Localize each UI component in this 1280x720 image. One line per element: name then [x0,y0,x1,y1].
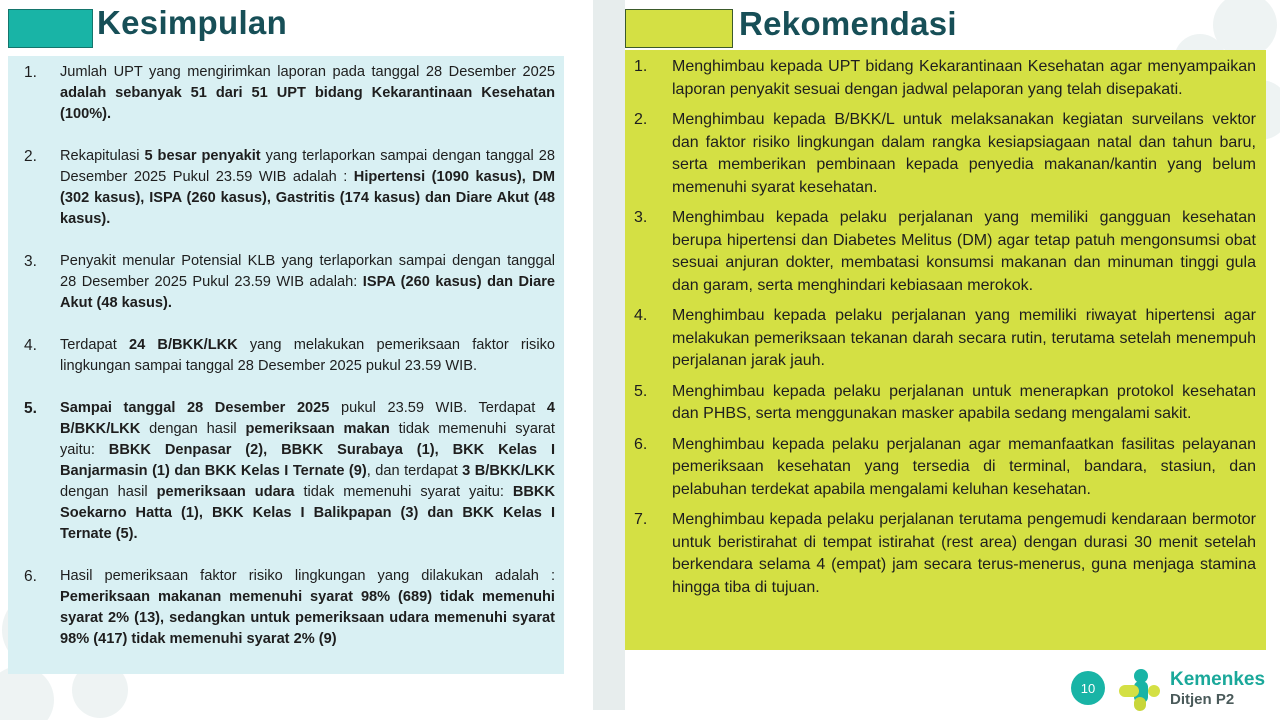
list-item: 1. Menghimbau kepada UPT bidang Kekarantinaan Kesehatan agar menyampaikan laporan penyakit sesuai dengan jadwal pelaporan yang telah disepakati. [634,58,1256,98]
kesimpulan-panel [8,56,564,674]
rekomendasi-title: Rekomendasi [739,5,957,42]
kemenkes-logo-icon [1116,667,1162,713]
item-number: 1. [634,58,648,75]
item-number: 3. [634,209,648,226]
list-item: 5. Menghimbau kepada pelaku perjalanan untuk menerapkan protokol kesehatan dan PHBS, serta menggunakan masker apabila sedang mengalami sakit. [634,382,1256,422]
logo-subtext: Ditjen P2 [1170,691,1235,708]
kesimpulan-title: Kesimpulan [97,4,288,41]
item-number: 6. [634,435,648,453]
rekomendasi-tab-marker [625,9,733,48]
item-number: 5. [634,382,648,400]
list-item: 6. Menghimbau kepada pelaku perjalanan agar memanfaatkan fasilitas pelayanan pemeriksaan kesehatan yang tersedia di terminal, bandara, stasiun, dan pelabuhan terdekat apabila mengalami keluhan kesehatan. [634,435,1256,498]
item-number: 7. [634,511,648,528]
list-item: 3. Penyakit menular Potensial KLB yang terlaporkan sampai dengan tanggal 28 Desember 2025 Pukul 23.59 WIB adalah: ISPA (260 kasus) dan Diare Akut (48 kasus). [24,253,555,311]
item-number: 4. [24,337,37,354]
rekomendasi-list [625,56,1266,607]
list-item: 6. Hasil pemeriksaan faktor risiko lingkungan yang dilakukan adalah : Pemeriksaan makanan memenuhi syarat 98% (689) tidak memenuhi syarat 2% (13), sedangkan untuk pemeriksaan udara memenuhi syarat 98% (417) tidak memenuhi syarat 2% (9) [24,568,555,647]
kemenkes-logo [1116,667,1276,713]
list-item: 5. Sampai tanggal 28 Desember 2025 pukul 23.59 WIB. Terdapat 4 B/BKK/LKK dengan hasil pemeriksaan makan tidak memenuhi syarat yaitu: BBKK Denpasar (2), BBKK Surabaya (1), BKK Kelas I Banjarmasin (1) dan BKK Kelas I Ternate (9), dan terdapat 3 B/BKK/LKK dengan hasil pemeriksaan udara tidak memenuhi syarat yaitu: BBKK Soekarno Hatta (1), BKK Kelas I Balikpapan (3) dan BKK Kelas I Ternate (5). [24,400,555,542]
list-item: 2. Menghimbau kepada B/BKK/L untuk melaksanakan kegiatan surveilans vektor dan faktor risiko lingkungan dalam rangka kesiapsiagaan natal dan tahun baru, serta memberikan pembinaan kepada penyedia makanan/kantin yang belum memenuhi syarat kesehatan. [634,111,1256,196]
item-number: 6. [24,568,37,585]
item-number: 1. [24,64,37,81]
item-number: 3. [24,253,37,270]
list-item: 3. Menghimbau kepada pelaku perjalanan yang memiliki gangguan kesehatan berupa hipertensi dan Diabetes Melitus (DM) agar tetap patuh mengonsumsi obat sesuai anjuran dokter, membatasi konsumsi makanan dan minuman tinggi gula dan garam, serta menghindari kebiasaan merokok. [634,209,1256,294]
item-number: 4. [634,307,648,324]
list-item: 1. Jumlah UPT yang mengirimkan laporan pada tanggal 28 Desember 2025 adalah sebanyak 51 dari 51 UPT bidang Kekarantinaan Kesehatan (100%). [24,64,555,122]
list-item: 7. Menghimbau kepada pelaku perjalanan terutama pengemudi kendaraan bermotor untuk beristirahat di tempat istirahat (rest area) dengan durasi 30 menit setelah berkendara selama 4 (empat) jam secara terus-menerus, guna menjaga stamina hingga tiba di tujuan. [634,511,1256,596]
kesimpulan-list [8,62,564,650]
list-item: 4. Terdapat 24 B/BKK/LKK yang melakukan pemeriksaan faktor risiko lingkungan sampai tanggal 28 Desember 2025 pukul 23.59 WIB. [24,337,555,374]
center-gutter [593,0,625,710]
item-number: 2. [24,148,37,165]
rekomendasi-panel [625,50,1266,650]
page-number-badge: 10 [1071,671,1105,705]
list-item: 4. Menghimbau kepada pelaku perjalanan yang memiliki riwayat hipertensi agar melakukan pemeriksaan tekanan darah secara rutin, terutama setelah menempuh perjalanan jarak jauh. [634,307,1256,369]
item-number: 2. [634,111,648,128]
list-item: 2. Rekapitulasi 5 besar penyakit yang terlaporkan sampai dengan tanggal 28 Desember 2025 Pukul 23.59 WIB adalah : Hipertensi (1090 kasus), DM (302 kasus), ISPA (260 kasus), Gastritis (174 kasus) dan Diare Akut (48 kasus). [24,148,555,227]
item-number: 5. [24,400,37,417]
logo-text: Kemenkes [1170,669,1266,690]
kesimpulan-tab-marker [8,9,93,48]
